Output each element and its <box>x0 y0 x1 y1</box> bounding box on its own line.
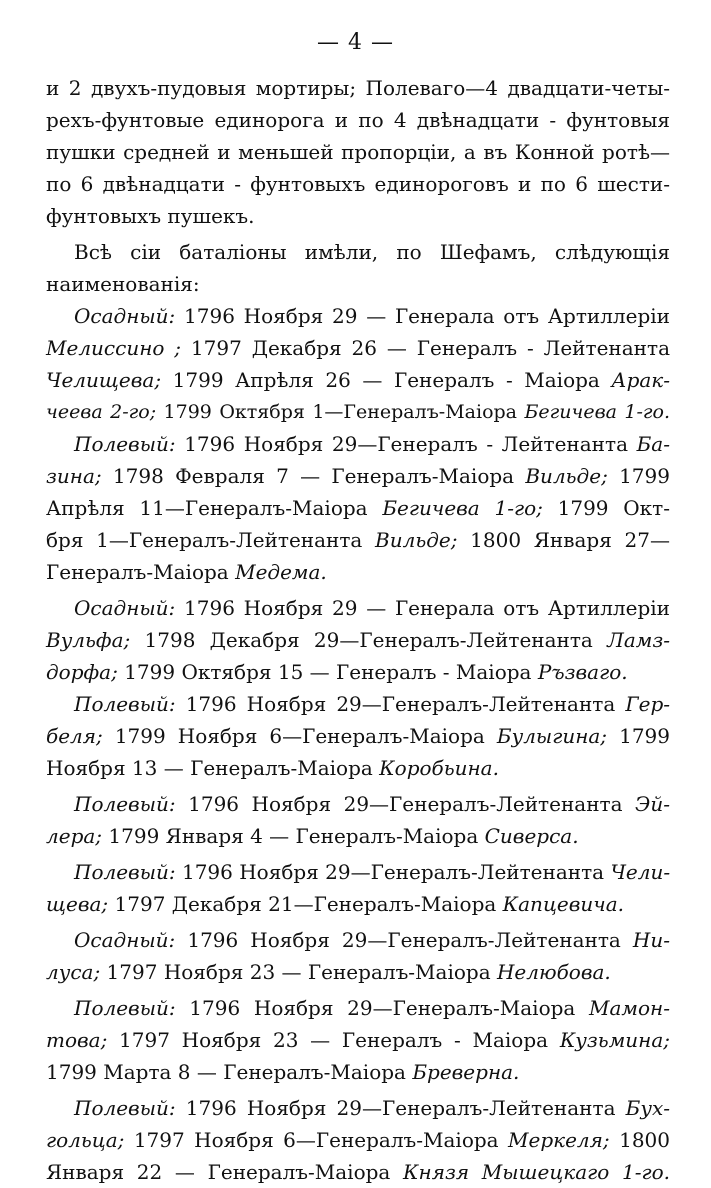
text-segment: 1800 Января 27— <box>457 528 670 552</box>
italic-name-segment: Осадный: <box>74 304 176 328</box>
text-segment: 1797 Декабря 26 — Генералъ - Лейтенанта <box>181 336 670 360</box>
text-segment: 1796 Ноября 29 — Генерала отъ Артиллеріи <box>175 304 670 328</box>
italic-name-segment: лера; <box>46 824 103 848</box>
italic-name-segment: Арак- <box>611 368 670 392</box>
italic-name-segment: Князя Мышецкаго 1-го. <box>403 1160 670 1184</box>
text-segment: 1799 Апрѣля 26 — Генералъ - Маіора <box>161 368 612 392</box>
text-segment: и 2 двухъ-пудовыя мортиры; Полеваго—4 двадцати-четы- <box>46 76 670 100</box>
italic-name-segment: Бегичева 1-го. <box>524 401 671 423</box>
italic-name-segment: Полевый: <box>74 792 176 816</box>
italic-name-segment: Кузьмина; <box>559 1028 670 1052</box>
text-line <box>46 200 670 232</box>
text-segment: Всѣ сіи баталіоны имѣли, по Шефамъ, слѣдующія <box>74 240 670 264</box>
italic-name-segment: Бреверна. <box>412 1060 520 1084</box>
italic-name-segment: дорфа; <box>46 660 118 684</box>
text-line <box>46 1024 670 1056</box>
italic-name-segment: Ламз- <box>607 628 670 652</box>
text-segment: пушки средней и меньшей пропорціи, а въ Конной ротѣ— <box>46 140 670 164</box>
italic-name-segment: Полевый: <box>74 692 176 716</box>
italic-name-segment: Гер- <box>625 692 670 716</box>
text-line <box>46 1056 670 1088</box>
text-segment: 1799 <box>607 464 670 488</box>
italic-name-segment: чеева 2-го; <box>46 401 157 423</box>
text-segment: бря 1—Генералъ-Лейтенанта <box>46 528 376 552</box>
italic-name-segment: Сиверса. <box>484 824 579 848</box>
text-line <box>46 656 670 688</box>
text-segment: 1799 Октября 1—Генералъ-Маіора <box>156 401 525 423</box>
text-segment: 1796 Ноября 29—Генералъ-Лейтенанта <box>175 692 626 716</box>
italic-name-segment: Коробьина. <box>379 756 499 780</box>
text-line <box>46 460 670 492</box>
text-segment: фунтовыхъ пушекъ. <box>46 204 255 228</box>
italic-name-segment: Полевый: <box>74 996 176 1020</box>
page-number: — 4 — <box>317 30 394 55</box>
text-line <box>46 556 670 588</box>
text-line <box>46 396 670 428</box>
text-segment: 1799 Окт- <box>542 496 670 520</box>
italic-name-segment: Вильде; <box>525 464 608 488</box>
text-segment: Генералъ-Маіора <box>46 560 236 584</box>
text-line <box>46 1156 670 1188</box>
text-segment: 1799 Января 4 — Генералъ-Маіора <box>102 824 485 848</box>
text-line <box>46 364 670 396</box>
italic-name-segment: Ба- <box>636 432 670 456</box>
text-line <box>46 104 670 136</box>
text-line <box>46 992 670 1024</box>
italic-name-segment: Ни- <box>632 928 670 952</box>
text-line <box>46 268 670 300</box>
italic-name-segment: Медема. <box>235 560 327 584</box>
text-segment: 1799 Октября 15 — Генералъ - Маіора <box>117 660 538 684</box>
italic-name-segment: това; <box>46 1028 108 1052</box>
italic-name-segment: Осадный: <box>74 928 176 952</box>
text-segment: Января 22 — Генералъ-Маіора <box>46 1160 404 1184</box>
text-segment: 1799 Марта 8 — Генералъ-Маіора <box>46 1060 413 1084</box>
text-line <box>46 788 670 820</box>
text-line <box>46 236 670 268</box>
italic-name-segment: Бух- <box>625 1096 670 1120</box>
text-segment: 1796 Ноября 29—Генералъ-Маіора <box>175 996 590 1020</box>
text-line <box>46 924 670 956</box>
text-segment: 1797 Ноября 6—Генералъ-Маіора <box>124 1128 509 1152</box>
text-line <box>46 720 670 752</box>
text-segment: 1798 Февраля 7 — Генералъ-Маіора <box>101 464 526 488</box>
text-segment: 1799 <box>607 724 670 748</box>
text-line <box>46 888 670 920</box>
text-line <box>46 752 670 784</box>
text-line <box>46 300 670 332</box>
text-segment: 1796 Ноября 29—Генералъ-Лейтенанта <box>175 928 633 952</box>
italic-name-segment: гольца; <box>46 1128 125 1152</box>
italic-name-segment: Эй- <box>635 792 670 816</box>
text-line <box>46 72 670 104</box>
italic-name-segment: луса; <box>46 960 101 984</box>
page-body-text <box>46 72 670 1188</box>
italic-name-segment: Осадный: <box>74 596 176 620</box>
text-line <box>46 688 670 720</box>
text-segment: 1796 Ноября 29—Генералъ - Лейтенанта <box>175 432 637 456</box>
text-line <box>46 624 670 656</box>
text-line <box>46 956 670 988</box>
text-segment: 1797 Декабря 21—Генералъ-Маіора <box>108 892 503 916</box>
text-line <box>46 332 670 364</box>
text-line <box>46 592 670 624</box>
text-line <box>46 820 670 852</box>
text-segment: по 6 двѣнадцати - фунтовыхъ единороговъ и по 6 шести- <box>46 172 670 196</box>
italic-name-segment: Капцевича. <box>502 892 624 916</box>
text-segment: 1798 Декабря 29—Генералъ-Лейтенанта <box>130 628 608 652</box>
text-segment: Ноября 13 — Генералъ-Маіора <box>46 756 380 780</box>
text-line <box>46 1092 670 1124</box>
text-line <box>46 428 670 460</box>
italic-name-segment: Ръзваго. <box>537 660 628 684</box>
italic-name-segment: Челищева; <box>46 368 162 392</box>
text-segment: 1797 Ноября 23 — Генералъ - Маіора <box>107 1028 560 1052</box>
text-segment: наименованія: <box>46 272 200 296</box>
text-line <box>46 136 670 168</box>
text-line <box>46 492 670 524</box>
text-segment: рехъ-фунтовые единорога и по 4 двѣнадцати - фунтовыя <box>46 108 670 132</box>
italic-name-segment: Вильде; <box>375 528 458 552</box>
text-line <box>46 524 670 556</box>
italic-name-segment: щева; <box>46 892 109 916</box>
italic-name-segment: Бегичева 1-го; <box>382 496 543 520</box>
italic-name-segment: Вульфа; <box>46 628 131 652</box>
text-segment: 1796 Ноября 29—Генералъ-Лейтенанта <box>175 860 611 884</box>
italic-name-segment: Булыгина; <box>496 724 608 748</box>
italic-name-segment: Мелиссино ; <box>46 336 182 360</box>
italic-name-segment: Нелюбова. <box>496 960 611 984</box>
text-segment: 1796 Ноября 29—Генералъ-Лейтенанта <box>175 1096 626 1120</box>
italic-name-segment: зина; <box>46 464 102 488</box>
text-segment: 1796 Ноября 29—Генералъ-Лейтенанта <box>175 792 636 816</box>
text-segment: Апрѣля 11—Генералъ-Маіора <box>46 496 383 520</box>
italic-name-segment: беля; <box>46 724 103 748</box>
italic-name-segment: Меркеля; <box>508 1128 610 1152</box>
italic-name-segment: Полевый: <box>74 860 176 884</box>
italic-name-segment: Полевый: <box>74 1096 176 1120</box>
italic-name-segment: Полевый: <box>74 432 176 456</box>
text-line <box>46 1124 670 1156</box>
italic-name-segment: Мамон- <box>589 996 670 1020</box>
text-segment: 1799 Ноября 6—Генералъ-Маіора <box>102 724 497 748</box>
text-segment: 1797 Ноября 23 — Генералъ-Маіора <box>100 960 497 984</box>
text-segment: 1800 <box>609 1128 670 1152</box>
italic-name-segment: Чели- <box>610 860 671 884</box>
text-line <box>46 856 670 888</box>
text-line <box>46 168 670 200</box>
text-segment: 1796 Ноября 29 — Генерала отъ Артиллеріи <box>175 596 670 620</box>
